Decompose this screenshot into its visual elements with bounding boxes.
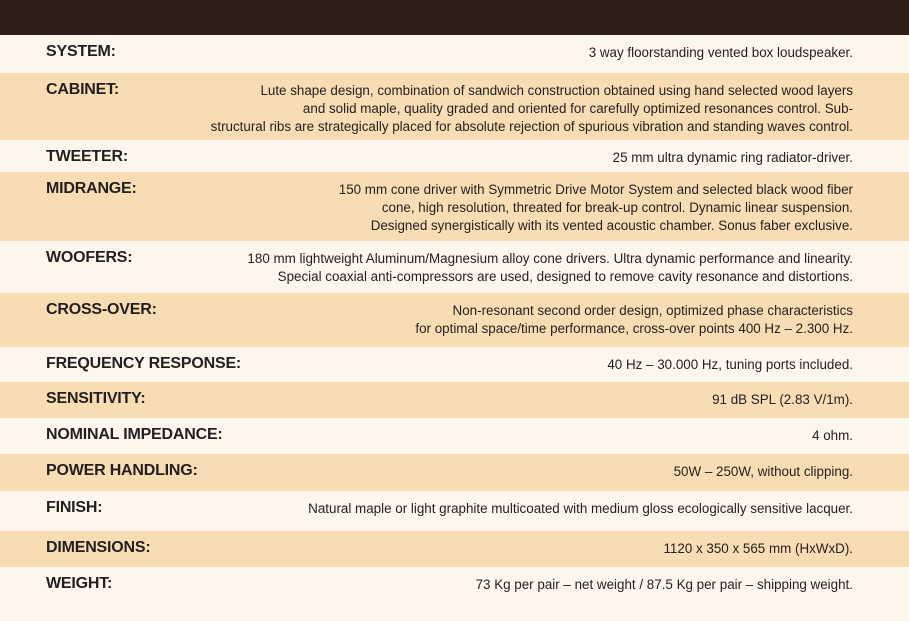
spec-row-system — [0, 35, 909, 73]
spec-label: WOOFERS: — [46, 249, 133, 266]
spec-label: NOMINAL IMPEDANCE: — [46, 426, 223, 443]
spec-table — [0, 35, 909, 621]
spec-row-nominal-impedance — [0, 418, 909, 454]
spec-label: FREQUENCY RESPONSE: — [46, 355, 242, 372]
spec-label: FINISH: — [46, 499, 103, 516]
spec-row-woofers — [0, 241, 909, 293]
spec-value-line: 150 mm cone driver with Symmetric Drive Motor System and selected black wood fiber — [338, 182, 853, 197]
spec-value-line: 73 Kg per pair – net weight / 87.5 Kg per pair – shipping weight. — [475, 577, 853, 592]
spec-row-cross-over — [0, 293, 909, 347]
spec-row-sensitivity — [0, 382, 909, 418]
spec-row-frequency-response — [0, 347, 909, 382]
spec-value — [46, 44, 853, 62]
spec-value-line: 91 dB SPL (2.83 V/1m). — [712, 392, 853, 407]
spec-value — [46, 181, 853, 235]
spec-label: TWEETER: — [46, 148, 128, 165]
spec-label: SYSTEM: — [46, 43, 116, 60]
spec-row-finish — [0, 491, 909, 531]
spec-value-line: and solid maple, quality graded and oriented for carefully optimized resonances control. Sub- — [302, 101, 853, 116]
spec-value — [46, 250, 853, 286]
spec-value — [46, 540, 853, 558]
spec-row-dimensions — [0, 531, 909, 567]
spec-row-tweeter — [0, 140, 909, 172]
spec-row-weight — [0, 567, 909, 621]
spec-value — [46, 576, 853, 594]
spec-value — [46, 82, 853, 136]
spec-value-line: 25 mm ultra dynamic ring radiator-driver. — [612, 150, 853, 165]
spec-label: DIMENSIONS: — [46, 539, 151, 556]
spec-value-line: 1120 x 350 x 565 mm (HxWxD). — [663, 541, 853, 556]
spec-value-line: Natural maple or light graphite multicoated with medium gloss ecologically sensitive lacquer. — [308, 501, 853, 516]
spec-label: POWER HANDLING: — [46, 462, 198, 479]
spec-label: SENSITIVITY: — [46, 390, 146, 407]
spec-label: MIDRANGE: — [46, 180, 137, 197]
spec-row-midrange — [0, 172, 909, 241]
spec-value-line: structural ribs are strategically placed for absolute rejection of spurious vibration and standing waves control. — [210, 119, 853, 134]
spec-value-line: 50W – 250W, without clipping. — [673, 464, 853, 479]
spec-value-line: Non-resonant second order design, optimized phase characteristics — [452, 303, 853, 318]
spec-label: WEIGHT: — [46, 575, 113, 592]
spec-value-line: Special coaxial anti-compressors are used, designed to remove cavity resonance and distortions. — [277, 269, 853, 284]
spec-value-line: cone, high resolution, threated for break-up control. Dynamic linear suspension. — [381, 200, 853, 215]
spec-value — [46, 391, 853, 409]
spec-value — [46, 500, 853, 518]
spec-value-line: Designed synergistically with its vented acoustic chamber. Sonus faber exclusive. — [370, 218, 853, 233]
spec-value-line: 40 Hz – 30.000 Hz, tuning ports included. — [607, 357, 853, 372]
spec-label: CROSS-OVER: — [46, 301, 157, 318]
spec-label: CABINET: — [46, 81, 120, 98]
spec-value-line: for optimal space/time performance, cross-over points 400 Hz – 2.300 Hz. — [415, 321, 853, 336]
spec-value-line: 3 way floorstanding vented box loudspeaker. — [588, 45, 853, 60]
spec-value — [46, 149, 853, 167]
spec-row-cabinet — [0, 73, 909, 140]
header-bar — [0, 0, 909, 35]
spec-value-line: 4 ohm. — [812, 428, 853, 443]
spec-value — [46, 302, 853, 338]
spec-value-line: 180 mm lightweight Aluminum/Magnesium alloy cone drivers. Ultra dynamic performance and linearity. — [247, 251, 853, 266]
spec-value-line: Lute shape design, combination of sandwich construction obtained using hand selected wood layers — [260, 83, 853, 98]
spec-row-power-handling — [0, 454, 909, 491]
